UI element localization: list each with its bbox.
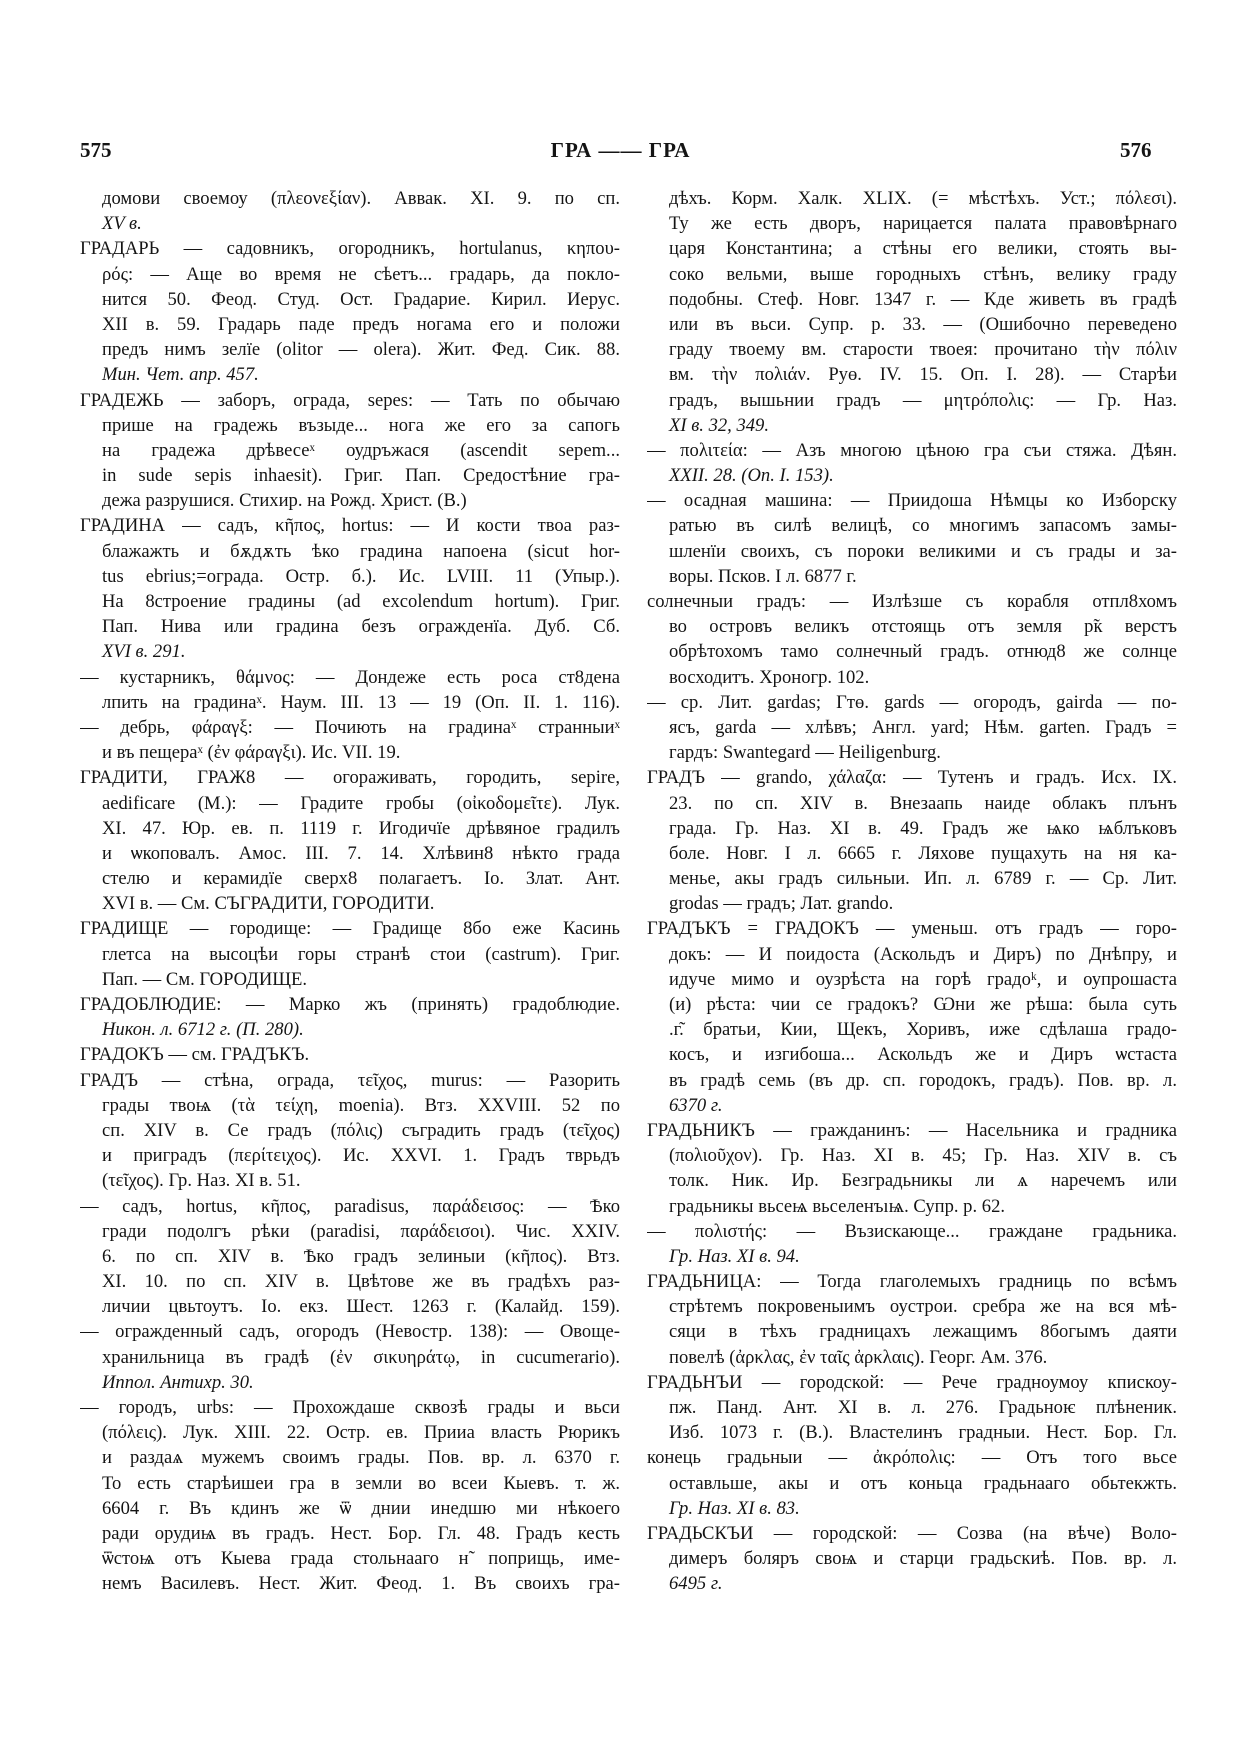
text-line: ГРАДЬНИКЪ — гражданинъ: — Насельника и градника (647, 1119, 1177, 1141)
text-line: повелѣ (ἀρκλας, ἐν ταῖς ἀρκλαις). Георг. Ам. 376. (669, 1346, 1048, 1368)
text-line: 23. по сп. XIV в. Внезаапь наиде облакъ плънъ (669, 792, 1177, 814)
text-line: на градежа дрѣвесеˣ оудръжася (ascendit sepem... (102, 439, 620, 461)
text-line: Изб. 1073 г. (В.). Властелинъ градныи. Нест. Бор. Гл. (669, 1422, 1177, 1444)
text-line: XV в. (102, 213, 142, 235)
text-line: глетса на высоцѣи горы странѣ стои (castrum). Григ. (102, 943, 620, 965)
text-line: гради подолгъ рѣки (paradisi, παράδεισοι). Чис. XXIV. (102, 1220, 620, 1242)
text-line: оставльше, акы и отъ коньца градьнааго обьтекжть. (669, 1472, 1177, 1494)
text-line: XI. 47. Юр. ев. п. 1119 г. Игодичїе дрѣвяное градилъ (102, 817, 620, 839)
text-line: ГРАДЪ — grando, χάλαζα: — Тутенъ и градъ. Исх. IX. (647, 767, 1177, 789)
text-line: ради орудиѩ въ градъ. Нест. Бор. Гл. 48. Градъ кесть (102, 1522, 620, 1544)
text-line: На 8строение градины (ad excolendum hortum). Григ. (102, 591, 620, 612)
text-line: обрѣтохомъ тамо солнечный градъ. отнюд8 же солнце (669, 641, 1177, 663)
page-number-right: 576 (1120, 138, 1152, 162)
text-line: XVI в. — См. СЪГРАДИТИ, ГОРОДИТИ. (102, 893, 435, 915)
text-line: или въ вьси. Супр. р. 33. — (Ошибочно переведено (669, 313, 1177, 335)
text-line: Мин. Чет. апр. 457. (102, 364, 259, 386)
text-line: немъ Василевъ. Нест. Жит. Феод. 1. Въ своихъ гра- (102, 1573, 620, 1595)
text-line: — садъ, hortus, κῆπος, paradisus, παράδεισος: — Ѣко (80, 1195, 620, 1217)
text-line: лпить на градинаˣ. Наум. III. 13 — 19 (Оп. II. 1. 116). (102, 691, 620, 713)
text-line: (πολιοῦχον). Гр. Наз. XI в. 45; Гр. Наз. XIV в. съ (669, 1145, 1177, 1167)
text-line: ГРАДИНА — садъ, κῆπος, hortus: — И кости твоа раз- (80, 515, 620, 537)
text-line: Никон. л. 6712 г. (П. 280). (102, 1019, 304, 1041)
text-line: сяци в тѣхъ градницахъ лежащимъ 8богымъ даяти (669, 1321, 1177, 1343)
text-line: ясъ, garda — хлѣвъ; Англ. yard; Нѣм. garten. Градъ = (669, 716, 1177, 738)
text-line: хранильница въ градѣ (ἐν σικυηράτῳ, in cucumerario). (102, 1346, 620, 1368)
text-line: граду твоему вм. старости твоея: прочитано τὴν πόλιν (669, 339, 1177, 361)
text-line: 6370 г. (669, 1094, 723, 1116)
text-line: конець градьныи — ἀκρόπολις: — Отъ того вьсе (647, 1447, 1177, 1469)
text-line: пж. Панд. Ант. XI в. л. 276. Градьноѥ плѣненик. (669, 1397, 1177, 1418)
text-line: въ градѣ семь (въ др. сп. городокъ, градъ). Пов. вр. л. (669, 1069, 1177, 1091)
text-line: нится 50. Феод. Студ. Ост. Градарие. Кирил. Иерус. (102, 288, 620, 310)
text-line: grodas — градъ; Лат. grando. (669, 893, 894, 915)
text-line: ѿстоѩ отъ Кыева града стольнааго н̃ поприщь, име- (102, 1548, 620, 1570)
text-line: Пап. Нива или градина безъ огражденїа. Дуб. Сб. (102, 616, 620, 638)
text-line: ГРАДИТИ, ГРАЖ8 — огораживать, городить, sepire, (80, 767, 620, 789)
text-line: 6. по сп. XIV в. Ѣко градъ зелиныи (κῆπος). Втз. (102, 1245, 620, 1267)
text-line: воры. Псков. I л. 6877 г. (669, 565, 857, 587)
text-line: толк. Ник. Ир. Безградьникы ли ѧ наречемъ или (669, 1170, 1177, 1192)
running-title: ГРА —— ГРА (550, 138, 691, 162)
text-line: ГРАДАРЬ — садовникъ, огородникъ, hortulanus, κηπου- (80, 238, 620, 260)
text-line: домови своемоу (πλεονεξίαν). Аввак. XI. 9. по сп. (102, 188, 620, 209)
page-number-left: 575 (80, 138, 112, 162)
left-column (80, 186, 620, 1597)
text-line: То есть старѣишеи гра в земли во всеи Кыевъ. т. ж. (102, 1472, 620, 1494)
text-line: шленїи своихъ, съ пороки великими и съ грады и за- (669, 540, 1177, 562)
text-line: докъ: — И поидоста (Аскольдъ и Диръ) по Днѣпру, и (669, 943, 1177, 965)
text-line: градъ, вышьнии градъ — μητρόπολις: — Гр. Наз. (669, 389, 1177, 411)
text-line: дежа разрушися. Стихир. на Рожд. Христ. (В.) (102, 490, 467, 512)
text-line: восходитъ. Хроногр. 102. (669, 666, 870, 688)
text-line: — городъ, urbs: — Прохождаше сквозѣ грады и вьси (80, 1397, 620, 1418)
text-line: идуче мимо и оузрѣста на горѣ градоᵏ, и оупрошаста (669, 968, 1177, 990)
text-line: ГРАДЬСКЪИ — городской: — Созва (на вѣче) Воло- (647, 1522, 1177, 1544)
text-line: ГРАДЬНИЦА: — Тогда глаголемыхъ градниць по всѣмъ (647, 1271, 1177, 1293)
text-line: ГРАДЬНЪИ — городской: — Рече градноумоу кпискоу- (647, 1371, 1177, 1393)
text-line: ГРАДОБЛЮДИЕ: — Марко жъ (принять) градоблюдие. (80, 994, 620, 1015)
text-line: — ср. Лит. gardas; Гтө. gards — огородъ, gairda — по- (647, 691, 1177, 713)
text-line: стелю и керамидїе сверх8 полагаетъ. Іо. Злат. Ант. (102, 868, 620, 890)
text-line: Гр. Наз. XI в. 83. (669, 1497, 800, 1519)
text-line: Иппол. Антихр. 30. (102, 1371, 254, 1393)
text-line: — огражденный садъ, огородъ (Невостр. 138): — Овоще- (80, 1321, 620, 1343)
text-line: и приградъ (περίτειχος). Ис. XXVI. 1. Градъ тврьдъ (102, 1145, 620, 1167)
text-line: царя Константина; а стѣны его велики, стоять вы- (669, 238, 1177, 260)
text-line: солнечныи градъ: — Излѣзше съ корабля отпл8хомъ (647, 591, 1177, 612)
text-line: града. Гр. Наз. XI в. 49. Градъ же ѩко ѩблъковъ (669, 817, 1177, 839)
text-line: косъ, и изгибоша... Аскольдъ же и Диръ ѡстаста (669, 1044, 1177, 1066)
text-line: боле. Новг. I л. 6665 г. Ляхове пущахуть на ня ка- (669, 842, 1177, 864)
text-line: XI. 10. по сп. XIV в. Цвѣтове же въ градѣхъ раз- (102, 1271, 620, 1293)
text-line: ГРАДИЩЕ — городище: — Градище 8бо еже Касинь (80, 918, 620, 940)
text-line: стрѣтемъ покровеныимъ оустрои. сребра же на вся мѣ- (669, 1296, 1177, 1318)
text-line: и ѡкоповалъ. Амос. III. 7. 14. Хлѣвин8 нѣкто града (102, 842, 620, 864)
text-line: — осадная машина: — Приидоша Нѣмцы ко Изборску (647, 490, 1177, 512)
text-line: и раздаѧ мужемъ своимъ грады. Пов. вр. л. 6370 г. (102, 1447, 620, 1469)
text-line: (и) рѣста: чии се градокъ? Ѡни же рѣша: была суть (669, 994, 1177, 1015)
text-line: (πόλεις). Лук. XIII. 22. Остр. ев. Прииа власть Рюрикъ (102, 1422, 620, 1444)
text-line: (τεῖχος). Гр. Наз. XI в. 51. (102, 1170, 301, 1192)
text-line: XVI в. 291. (102, 641, 186, 663)
text-line: ратью въ силѣ велицѣ, со многимъ запасомъ замы- (669, 515, 1177, 537)
text-line: ГРАДОКЪ — см. ГРАДЪКЪ. (80, 1044, 310, 1066)
text-line: Гр. Наз. XI в. 94. (669, 1245, 800, 1267)
text-line: ГРАДЪ — стѣна, ограда, τεῖχος, murus: — Разорить (80, 1069, 620, 1091)
text-line: дѣхъ. Корм. Халк. XLIX. (= мѣстѣхъ. Уст.; πόλεσι). (669, 188, 1177, 209)
text-line: предъ нимъ зелїе (olitor — olera). Жит. Фед. Сик. 88. (102, 339, 620, 361)
text-line: aedificare (М.): — Градите гробы (οἰκοδομεῖτε). Лук. (102, 792, 620, 814)
text-line: подобны. Стеф. Новг. 1347 г. — Кде живеть въ градѣ (669, 288, 1177, 310)
text-line: 6604 г. Въ кдинъ же ѿ днии инедшю ми нѣкоего (102, 1497, 620, 1519)
text-line: — πολιστής: — Възискающе... граждане градьника. (647, 1220, 1177, 1242)
text-line: tus ebrius;=ограда. Остр. б.). Ис. LVIII. 11 (Упыр.). (102, 565, 620, 587)
text-line: Ту же есть дворъ, нарицается палата правовѣрнаго (669, 213, 1177, 235)
right-column (647, 186, 1177, 1597)
text-line: прише на градежь възыде... нога же его за сапогь (102, 414, 620, 436)
text-line: вм. τὴν πολιάν. Руө. IV. 15. Оп. I. 28). — Старѣи (669, 364, 1177, 386)
text-line: блажажть и бѫдѫть ѣко градина напоена (sicut hor- (102, 540, 620, 562)
text-line: ГРАДЕЖЬ — заборъ, ограда, sepes: — Тать по обычаю (80, 389, 620, 411)
text-line: .г̃. братьи, Кии, Щекъ, Хоривъ, иже сдѣлаша градо- (669, 1019, 1177, 1041)
text-line: соко вельми, выше городныхъ стѣнъ, велику граду (669, 263, 1177, 285)
text-line: XI в. 32, 349. (669, 414, 769, 436)
text-line: ГРАДЪКЪ = ГРАДОКЪ — уменьш. отъ градъ — горо- (647, 918, 1177, 940)
text-line: градьникы вьсеѩ вьселенъıѩ. Супр. р. 62. (669, 1195, 1006, 1217)
text-line: менье, акы градъ сильныи. Ип. л. 6789 г. — Ср. Лит. (669, 868, 1177, 890)
text-line: XXII. 28. (Оп. I. 153). (669, 465, 834, 487)
text-line: XII в. 59. Градарь паде предъ ногама его и положи (102, 313, 620, 335)
text-line: во островъ великъ отстоящь отъ земля р̃к верстъ (669, 616, 1177, 638)
text-line: гардъ: Swantegard — Heiligenburg. (669, 742, 941, 764)
text-line: личии цвьтоутъ. Іо. екз. Шест. 1263 г. (Калайд. 159). (102, 1296, 620, 1318)
text-line: ρός: — Аще во время не сѣетъ... градарь, да покло- (102, 263, 620, 285)
text-line: сп. XIV в. Се градъ (πόλις) съградить градъ (τεῖχος) (102, 1119, 620, 1141)
text-line: in sude sepis inhaesit). Григ. Пап. Средостѣние гра- (102, 465, 620, 487)
text-line: — дебрь, φάραγξ: — Почиють на градинаˣ странныиˣ (80, 716, 620, 738)
text-line: Пап. — См. ГОРОДИЩЕ. (102, 968, 308, 990)
text-line: — кустарникъ, θάμνος: — Дондеже есть роса ст8дена (80, 666, 620, 688)
text-line: грады твоѩ (τὰ τείχη, moenia). Втз. XXVIII. 52 по (102, 1094, 620, 1116)
text-line: — πολιτεία: — Азъ многою цѣною гра съи стяжа. Дѣян. (647, 439, 1177, 461)
text-line: и въ пещераˣ (ἐν φάραγξι). Ис. VII. 19. (102, 742, 401, 764)
text-line: димеръ боляръ своѩ и старци градьскиѣ. Пов. вр. л. (669, 1548, 1177, 1570)
text-line: 6495 г. (669, 1573, 723, 1595)
